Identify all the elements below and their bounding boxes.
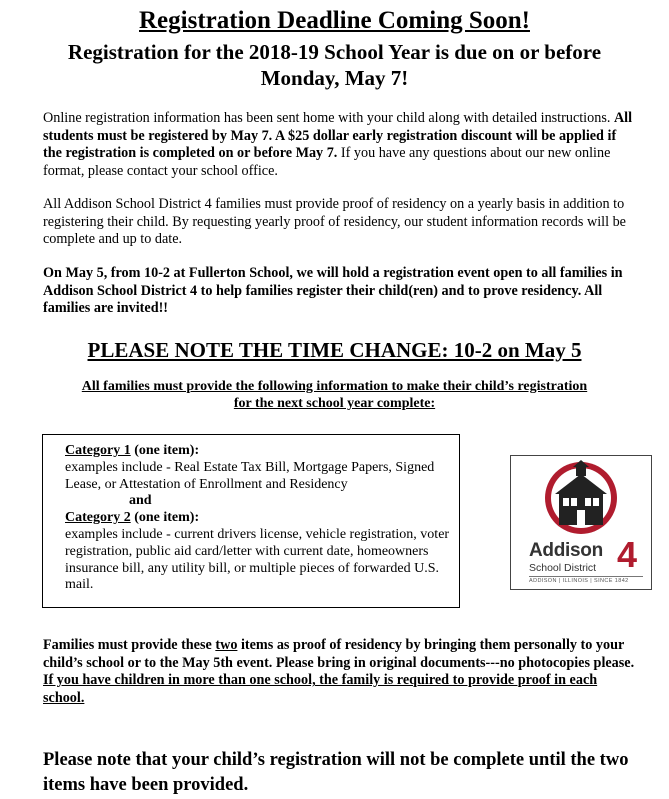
para1-text: Online registration information has been sent home with your child along with detailed instructions. [43, 110, 614, 126]
subtitle-line-2: Monday, May 7! [260, 66, 409, 90]
category-2-heading [65, 510, 459, 527]
category-1-heading [65, 443, 459, 460]
category-box [42, 434, 460, 608]
category-1-suffix: (one item): [130, 443, 200, 458]
logo-name: Addison [529, 540, 603, 561]
and-connector: and [129, 493, 152, 509]
logo-tagline: ADDISON | ILLINOIS | SINCE 1842 [529, 578, 629, 584]
category-1-examples: examples include - Real Estate Tax Bill, Mortgage Papers, Signed Lease, or Attestation of Enrollment and Residency [65, 459, 435, 492]
district-logo [510, 455, 652, 590]
families-two: two [215, 637, 238, 653]
para1-text-2: If you have any questions about our new online format, please contact your school office. [43, 145, 611, 179]
para1-bold: All students must be registered by May 7. A $25 dollar early registration discount will be applied if the registration is completed on or before May 7. [43, 110, 633, 162]
final-note: Please note that your child’s registration will not be complete until the two items have been provided. [43, 750, 629, 795]
families-text-1: Families must provide these [43, 637, 216, 653]
provide-line-1: All families must provide the following information to make their child’s registration [81, 379, 588, 394]
families-paragraph [43, 637, 638, 707]
category-2-label: Category 2 [65, 510, 131, 526]
online-registration-paragraph [43, 110, 633, 180]
logo-subtitle: School District [529, 562, 597, 574]
residency-paragraph: All Addison School District 4 families must provide proof of residency on a yearly basis in addition to registering their child. By requesting yearly proof of residency, our student information records will be complete and up to date. [43, 196, 626, 248]
families-text-2: items as proof of residency by bringing them personally to your child’s school or to the May 5th event. Please bring in original documents---no photocopies please. [43, 637, 635, 671]
category-2-suffix: (one item): [130, 510, 200, 526]
category-2-examples: examples include - current drivers license, vehicle registration, voter registration, public aid card/letter with current date, homeowners insurance bill, any utility bill, or multiple pieces of forwarded U.S. mail. [65, 526, 450, 593]
event-paragraph: On May 5, from 10-2 at Fullerton School, we will hold a registration event open to all families in Addison School District 4 to help families register their child(ren) and to prove residency. All families are invited!! [43, 265, 623, 317]
provide-heading [0, 378, 669, 412]
provide-line-2: for the next school year complete: [233, 396, 436, 411]
page-subtitle [0, 39, 669, 91]
subtitle-line-1: Registration for the 2018-19 School Year is due on or before [67, 40, 602, 64]
families-underlined: If you have children in more than one school, the family is required to provide proof in each school. [43, 672, 598, 706]
page-title: Registration Deadline Coming Soon! [139, 7, 530, 34]
logo-divider [529, 576, 643, 577]
time-change-notice: PLEASE NOTE THE TIME CHANGE: 10-2 on May 5 [87, 338, 582, 362]
logo-number: 4 [617, 534, 638, 575]
category-1-label: Category 1 [65, 443, 131, 458]
schoolhouse-icon [511, 456, 651, 536]
